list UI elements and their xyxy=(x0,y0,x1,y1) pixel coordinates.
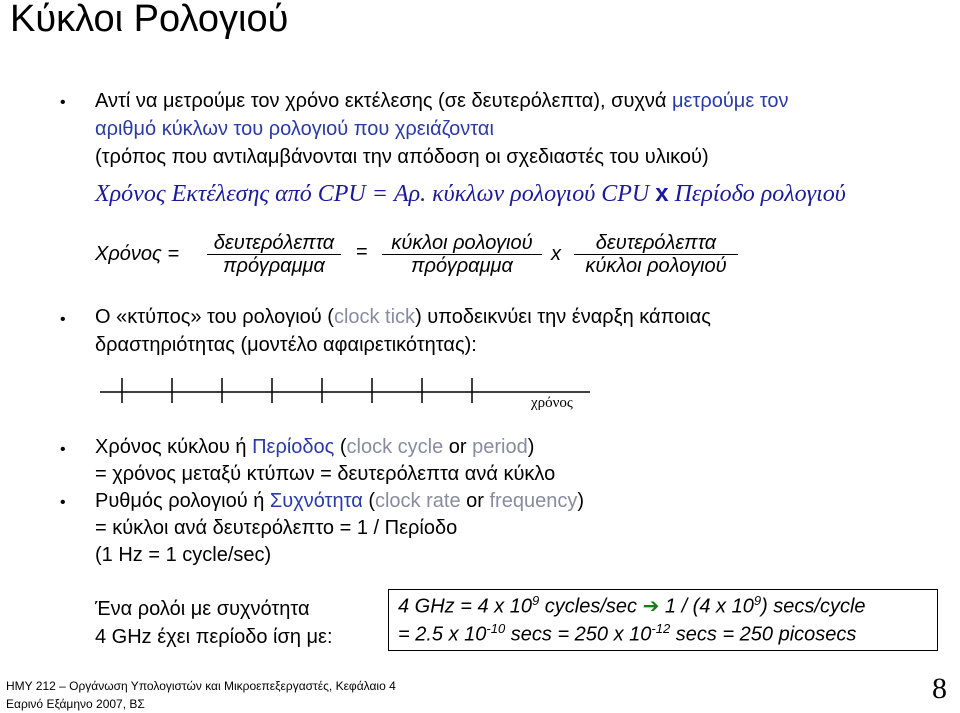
example-line-2: 4 GHz έχει περίοδο ίση με: xyxy=(95,626,333,648)
rate-text: ( xyxy=(362,490,375,512)
fraction-denominator: πρόγραμμα xyxy=(411,255,513,277)
box-text: 1 / (4 x 10 xyxy=(659,595,754,618)
rate-term: Συχνότητα xyxy=(269,490,363,512)
rate-line-3: (1 Hz = 1 cycle/sec) xyxy=(95,544,272,566)
box-exponent: 9 xyxy=(531,593,540,608)
rate-text: ) xyxy=(577,490,584,512)
fraction-numerator: κύκλοι ρολογιού xyxy=(382,232,542,255)
cycle-line-1 xyxy=(95,433,534,461)
footer-course: ΗΜΥ 212 – Οργάνωση Υπολογιστών και Μικροεπεξεργαστές, Κεφάλαιο 4 xyxy=(6,679,396,693)
bullet-dot: • xyxy=(60,441,66,458)
fraction-denominator: πρόγραμμα xyxy=(223,255,325,277)
tick-term: clock tick xyxy=(333,306,416,328)
cycle-line-2: = χρόνος μεταξύ κτύπων = δευτερόλεπτα ανά κύκλο xyxy=(95,463,556,485)
example-box-line-1 xyxy=(398,593,866,619)
box-exponent: 9 xyxy=(753,593,762,608)
rate-text: or xyxy=(460,490,490,512)
tick-text: Ο «κτύπος» του ρολογιού ( xyxy=(95,306,334,328)
box-exponent: -12 xyxy=(651,621,671,636)
fraction-numerator: δευτερόλεπτα xyxy=(207,232,341,255)
page-number: 8 xyxy=(932,672,947,705)
equation-lhs: Χρόνος = xyxy=(95,243,180,265)
intro-line-3: (τρόπος που αντιλαμβάνονται την απόδοση οι σχεδιαστές του υλικού) xyxy=(95,146,709,168)
bullet-dot: • xyxy=(60,94,66,111)
rate-text: Ρυθμός ρολογιού ή xyxy=(95,490,270,512)
intro-highlight: μετρούμε τον xyxy=(672,90,789,112)
footer-term: Εαρινό Εξάμηνο 2007, ΒΣ xyxy=(6,697,145,711)
intro-line-2: αριθμό κύκλων του ρολογιού που χρειάζονται xyxy=(95,118,494,140)
cpu-time-formula xyxy=(95,180,846,208)
timeline-label: χρόνος xyxy=(531,395,573,411)
cycle-english: period xyxy=(472,436,528,458)
example-result-box xyxy=(388,589,938,651)
box-text: ) secs/cycle xyxy=(761,595,866,618)
box-exponent: -10 xyxy=(486,621,506,636)
box-text: = 2.5 x 10 xyxy=(398,623,487,646)
cycle-text: or xyxy=(443,436,473,458)
tick-line-1 xyxy=(95,303,711,331)
fraction-denominator: κύκλοι ρολογιού xyxy=(585,255,727,277)
clock-tick-timeline xyxy=(95,370,595,420)
cycle-text: ) xyxy=(527,436,535,458)
intro-line-1 xyxy=(95,87,789,115)
tick-line-2: δραστηριότητας (μοντέλο αφαιρετικότητας): xyxy=(95,334,477,356)
arrow-right-icon: ➔ xyxy=(642,595,660,618)
box-text: secs = 250 x 10 xyxy=(505,623,652,646)
formula-part-a: Χρόνος Εκτέλεσης από CPU = Αρ. κύκλων ρολογιού CPU xyxy=(95,181,650,207)
example-line-1: Ένα ρολόι με συχνότητα xyxy=(95,598,310,620)
fraction-numerator: δευτερόλεπτα xyxy=(574,232,738,255)
formula-part-b: Περίοδο ρολογιού xyxy=(674,181,846,207)
example-box-line-2 xyxy=(398,621,856,647)
bullet-dot: • xyxy=(60,494,66,511)
intro-text: Αντί να μετρούμε τον χρόνο εκτέλεσης (σε δευτερόλεπτα), συχνά xyxy=(95,90,673,112)
tick-text: ) υποδεικνύει την έναρξη κάποιας xyxy=(415,306,711,328)
times-sign: x xyxy=(551,243,561,265)
rate-english: clock rate xyxy=(374,490,461,512)
formula-times: x xyxy=(655,180,669,207)
cycle-text: ( xyxy=(334,436,347,458)
box-text: cycles/sec xyxy=(539,595,643,618)
tick-marks xyxy=(122,378,472,403)
cycle-text: Χρόνος κύκλου ή xyxy=(95,436,253,458)
fraction-seconds-program xyxy=(207,232,341,277)
equals-sign: = xyxy=(356,241,368,263)
fraction-cycles-program xyxy=(382,232,542,277)
fraction-seconds-cycles xyxy=(574,232,738,277)
rate-line-2: = κύκλοι ανά δευτερόλεπτο = 1 / Περίοδο xyxy=(95,517,458,539)
page-title: Κύκλοι Ρολογιού xyxy=(10,0,289,40)
box-text: 4 GHz = 4 x 10 xyxy=(398,595,532,618)
bullet-dot: • xyxy=(60,311,66,328)
box-text: secs = 250 picosecs xyxy=(670,623,857,646)
rate-english: frequency xyxy=(489,490,578,512)
rate-line-1 xyxy=(95,487,584,515)
cycle-term: Περίοδος xyxy=(252,436,335,458)
cycle-english: clock cycle xyxy=(346,436,444,458)
